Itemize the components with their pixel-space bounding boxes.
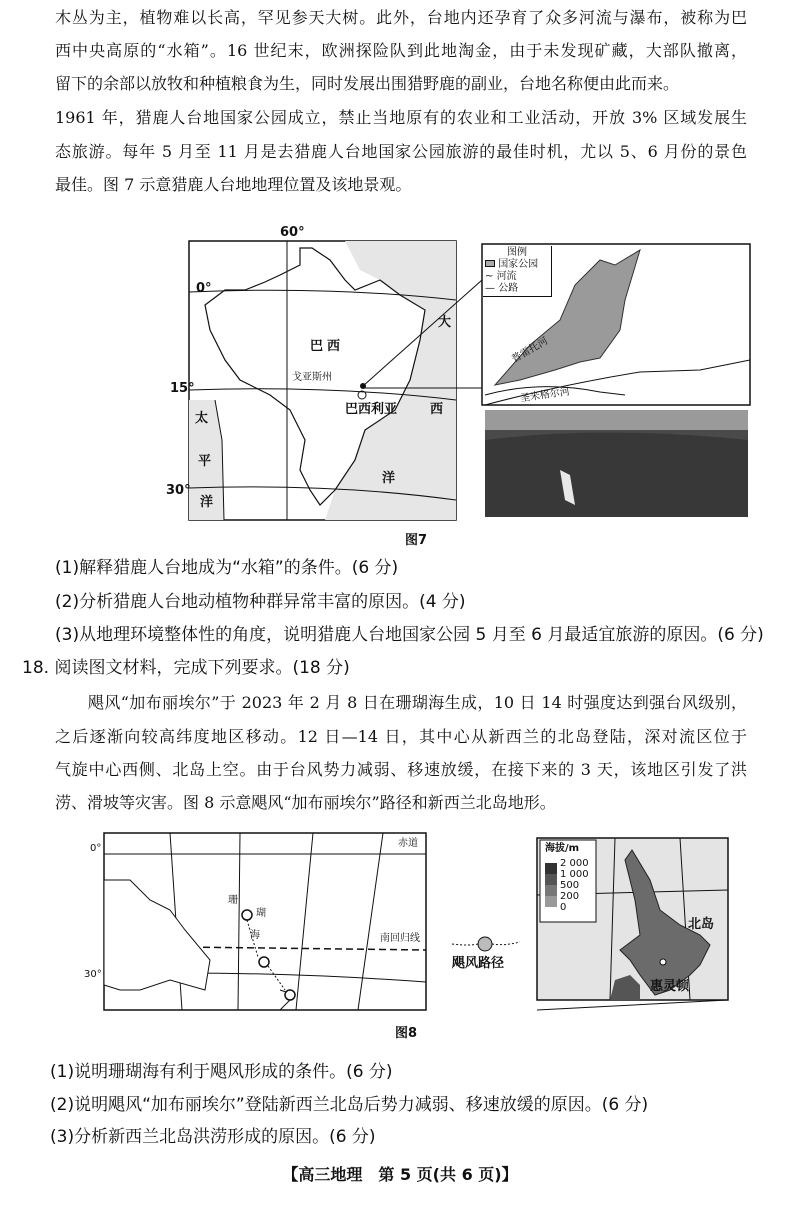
elev-level: 2 000 [560,858,589,869]
river-label: 圣米格尔河 [519,386,571,405]
question-18-3: (3)分析新西兰北岛洪涝形成的原因。(6 分) [50,1127,376,1147]
typhoon-path-legend: 飓风路径 [452,956,505,971]
question-18-2: (2)说明飓风“加布丽埃尔”登陆新西兰北岛后势力减弱、移速放缓的原因。(6 分) [50,1095,649,1115]
legend-title: 图例 [507,247,527,258]
elev-level: 1 000 [560,869,589,880]
legend-road: — 公路 [485,283,519,294]
legend-label: 国家公园 [498,259,539,270]
sea-label: 海 [250,930,260,941]
q18-material-line: 气旋中心西侧、北岛上空。由于台风势力减弱、移速放缓，在接下来的 3 天，该地区引发了洪 [55,760,747,779]
typhoon-path-map [90,826,740,1016]
island-label: 北岛 [688,917,715,932]
page-footer: 【高三地理 第 5 页(共 6 页)】 [282,1165,518,1184]
elev-level: 500 [560,880,580,891]
question-18-1: (1)说明珊瑚海有利于飓风形成的条件。(6 分) [50,1062,393,1082]
elevation-levels [560,858,589,913]
lat-label: 15° [170,381,195,396]
ocean-label: 洋 [200,495,214,510]
legend-label: 河流 [496,271,517,282]
intro-line: 留下的余部以放牧和种植粮食为生，同时发展出围猎野鹿的副业，台地名称便由此而来。 [55,74,680,93]
intro-line: 木丛为主，植物难以长高，罕见参天大树。此外，台地内还孕育了众多河流与瀑布，被称为巴 [55,8,747,27]
sea-label: 瑚 [256,908,266,919]
intro-line: 1961 年，猎鹿人台地国家公园成立，禁止当地原有的农业和工业活动，开放 3% 区域发展生 [55,108,747,127]
elev-level: 0 [560,902,567,913]
state-label: 戈亚斯州 [292,372,332,383]
question-18-title: 18. 阅读图文材料，完成下列要求。(18 分) [22,658,350,678]
ocean-label: 西 [430,402,444,417]
lon-label: 60° [280,225,305,240]
lat-label: 30° [166,483,191,498]
legend-park [485,259,549,271]
elevation-title: 海拔/m [545,843,580,854]
figure-caption: 图8 [395,1026,418,1041]
ocean-label: 洋 [382,471,396,486]
question-17-1: (1)解释猎鹿人台地成为“水箱”的条件。(6 分) [55,558,399,578]
country-label: 巴西 [310,339,345,354]
question-17-3: (3)从地理环境整体性的角度，说明猎鹿人台地国家公园 5 月至 6 月最适宜旅游的原因。(6 分) [55,625,764,645]
capital-label: 巴西利亚 [345,402,398,417]
intro-line: 最佳。图 7 示意猎鹿人台地地理位置及该地景观。 [55,175,412,194]
q18-material-line: 涝、滑坡等灾害。图 8 示意飓风“加布丽埃尔”路径和新西兰北岛地形。 [55,793,556,812]
river-label: 普雷托河 [509,335,551,366]
q18-material-line: 飓风“加布丽埃尔”于 2023 年 2 月 8 日在珊瑚海生成，10 日 14 时强度达到强台风级别， [88,693,747,712]
intro-line: 态旅游。每年 5 月至 11 月是去猎鹿人台地国家公园旅游的最佳时机，尤以 5、6 月份的景色 [55,142,747,161]
ocean-label: 平 [198,454,212,469]
intro-line: 西中央高原的“水箱”。16 世纪末，欧洲探险队到此地淘金，由于未发现矿藏，大部队撤离， [55,41,747,60]
legend-river: ~ 河流 [485,271,517,282]
brazil-map [185,236,765,526]
legend-label: 公路 [498,283,519,294]
sea-label: 珊 [228,895,238,906]
lat-label: 0° [90,843,102,854]
lat-label: 0° [196,281,212,296]
elev-level: 200 [560,891,580,902]
equator-label: 赤道 [398,838,418,849]
tropic-label: 南回归线 [380,933,420,944]
map-legend [483,246,552,297]
ocean-label: 太 [195,411,209,426]
city-label: 惠灵顿 [650,979,690,994]
question-17-2: (2)分析猎鹿人台地动植物种群异常丰富的原因。(4 分) [55,592,466,612]
ocean-label: 大 [438,315,452,330]
lat-label: 30° [84,969,102,980]
q18-material-line: 之后逐渐向较高纬度地区移动。12 日—14 日，其中心从新西兰的北岛登陆，深对流区位于 [55,727,747,746]
figure-caption: 图7 [405,533,428,548]
